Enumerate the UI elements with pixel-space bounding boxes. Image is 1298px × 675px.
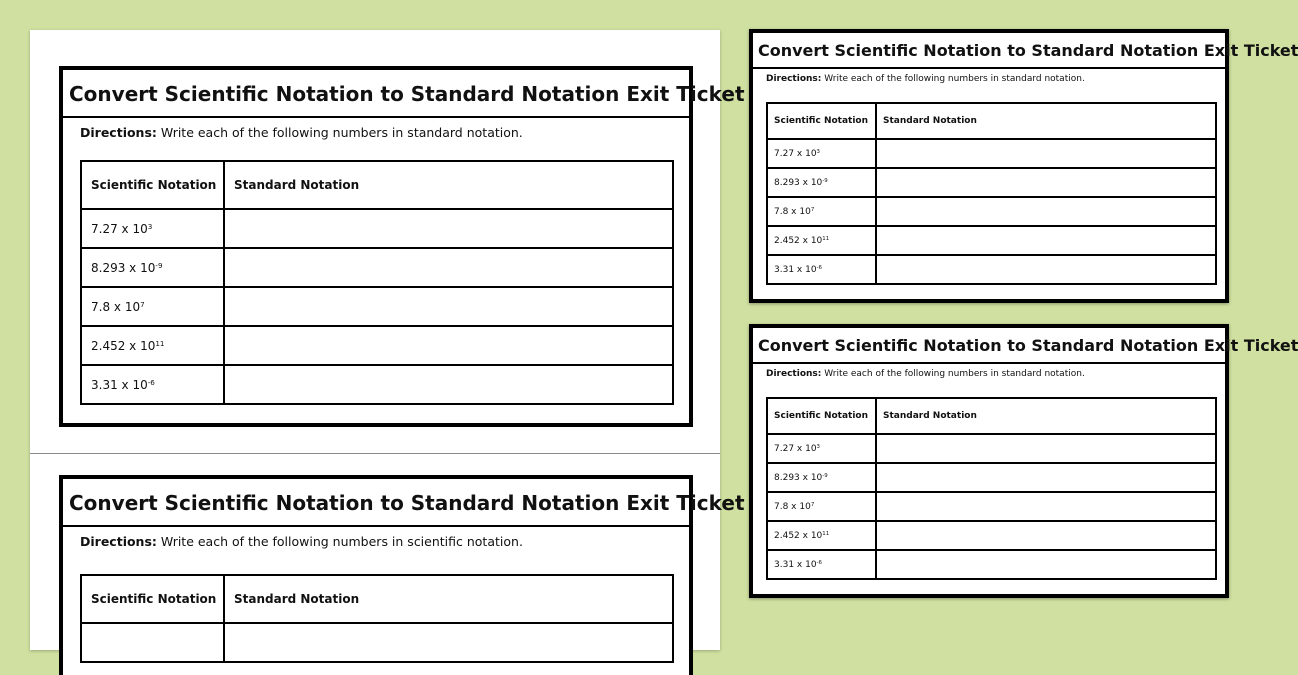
scientific-value: 2.452 x $10^{11}$ [81, 326, 224, 365]
directions-text: Write each of the following numbers in standard notation. [824, 74, 1085, 84]
table-header-row [767, 103, 1216, 139]
scientific-value: 7.8 x $10^7$ [767, 197, 876, 226]
directions-text: Write each of the following numbers in scientific notation. [160, 534, 523, 549]
notation-table [80, 574, 674, 663]
table-row [81, 365, 673, 404]
notation-table [766, 102, 1217, 285]
directions-label: Directions: [80, 534, 157, 549]
standard-answer-cell[interactable] [876, 434, 1216, 463]
scientific-value: 2.452 x $10^{11}$ [767, 521, 876, 550]
directions [753, 364, 1225, 394]
ticket-title: Convert Scientific Notation to Standard Notation Exit Ticket [753, 328, 1225, 364]
scientific-value: 7.27 x $10^3$ [767, 139, 876, 168]
standard-answer-cell[interactable] [876, 168, 1216, 197]
table-row [767, 492, 1216, 521]
standard-answer-cell[interactable] [876, 521, 1216, 550]
table-row [767, 139, 1216, 168]
table-row [767, 550, 1216, 579]
ticket-title: Convert Scientific Notation to Standard Notation Exit Ticket [753, 33, 1225, 69]
header-standard-notation: Standard Notation [876, 398, 1216, 434]
standard-answer-cell[interactable] [224, 287, 673, 326]
directions-label: Directions: [766, 369, 822, 379]
scientific-value: 8.293 x $10^{-9}$ [81, 248, 224, 287]
scientific-value: 2.452 x $10^{11}$ [767, 226, 876, 255]
standard-answer-cell[interactable] [876, 255, 1216, 284]
table-row [81, 287, 673, 326]
scientific-value: 7.8 x $10^7$ [767, 492, 876, 521]
table-row [767, 255, 1216, 284]
directions-text: Write each of the following numbers in standard notation. [160, 125, 523, 140]
standard-answer-cell[interactable] [876, 463, 1216, 492]
scientific-value: 3.31 x $10^{-6}$ [767, 255, 876, 284]
directions [63, 118, 689, 146]
scientific-value: 8.293 x $10^{-9}$ [767, 463, 876, 492]
table-header-row [81, 161, 673, 209]
table-row [81, 209, 673, 248]
ticket-title: Convert Scientific Notation to Standard Notation Exit Ticket [63, 479, 689, 527]
ticket-title: Convert Scientific Notation to Standard Notation Exit Ticket [63, 70, 689, 118]
table-row [767, 521, 1216, 550]
table-row [81, 248, 673, 287]
exit-ticket-1 [59, 66, 745, 427]
standard-answer-cell[interactable] [224, 623, 673, 662]
worksheet-page [30, 30, 745, 650]
directions-text: Write each of the following numbers in standard notation. [824, 369, 1085, 379]
notation-table [80, 160, 674, 405]
standard-answer-cell[interactable] [876, 139, 1216, 168]
table-row [767, 226, 1216, 255]
header-standard-notation: Standard Notation [224, 161, 673, 209]
exit-ticket-small-1 [749, 29, 1298, 303]
header-standard-notation: Standard Notation [224, 575, 673, 623]
directions-label: Directions: [766, 74, 822, 84]
table-row [767, 463, 1216, 492]
header-scientific-notation: Scientific Notation [767, 398, 876, 434]
standard-answer-cell[interactable] [876, 226, 1216, 255]
cut-line [30, 453, 720, 454]
directions [753, 69, 1225, 99]
scientific-value: 7.27 x $10^3$ [81, 209, 224, 248]
standard-answer-cell[interactable] [224, 209, 673, 248]
scientific-value: 7.8 x $10^7$ [81, 287, 224, 326]
scientific-value: 3.31 x $10^{-6}$ [81, 365, 224, 404]
header-standard-notation: Standard Notation [876, 103, 1216, 139]
standard-answer-cell[interactable] [224, 248, 673, 287]
table-header-row [81, 575, 673, 623]
scientific-value [81, 623, 224, 662]
table-row [81, 326, 673, 365]
directions [63, 527, 689, 555]
standard-answer-cell[interactable] [876, 197, 1216, 226]
standard-answer-cell[interactable] [224, 326, 673, 365]
header-scientific-notation: Scientific Notation [81, 161, 224, 209]
header-scientific-notation: Scientific Notation [767, 103, 876, 139]
table-header-row [767, 398, 1216, 434]
table-row [767, 197, 1216, 226]
table-row [81, 623, 673, 662]
scientific-value: 8.293 x $10^{-9}$ [767, 168, 876, 197]
standard-answer-cell[interactable] [224, 365, 673, 404]
exit-ticket-2 [59, 475, 745, 675]
scientific-value: 3.31 x $10^{-6}$ [767, 550, 876, 579]
directions-label: Directions: [80, 125, 157, 140]
table-row [767, 168, 1216, 197]
table-row [767, 434, 1216, 463]
standard-answer-cell[interactable] [876, 550, 1216, 579]
standard-answer-cell[interactable] [876, 492, 1216, 521]
exit-ticket-small-2 [749, 324, 1298, 598]
notation-table [766, 397, 1217, 580]
header-scientific-notation: Scientific Notation [81, 575, 224, 623]
scientific-value: 7.27 x $10^3$ [767, 434, 876, 463]
